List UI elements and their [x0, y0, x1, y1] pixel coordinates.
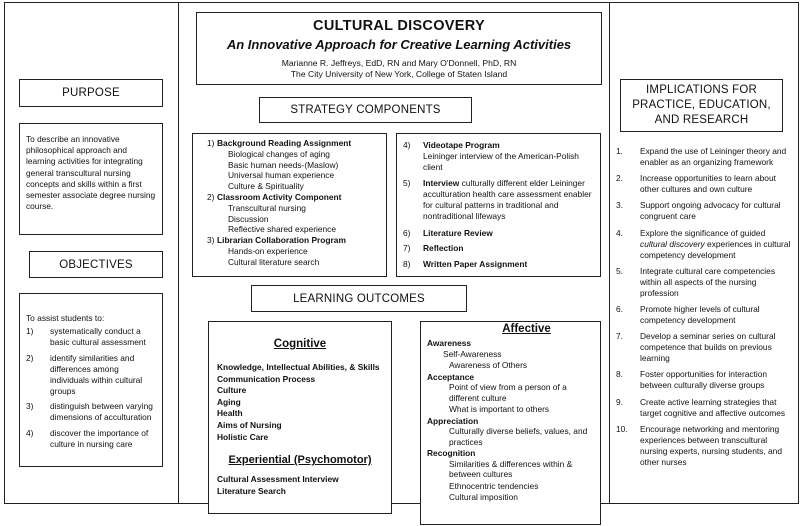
affective-item: Culturally diverse beliefs, values, and practices	[449, 426, 588, 447]
experiential-list	[217, 474, 391, 497]
cognitive-item: Health	[217, 408, 243, 419]
strategy-title: Librarian Collaboration Program	[217, 235, 346, 246]
strategy-heading: STRATEGY COMPONENTS	[259, 97, 472, 123]
strategy-num: 7)	[403, 243, 411, 254]
purpose-heading: PURPOSE	[19, 79, 163, 107]
strategy-num: 1)	[207, 138, 215, 148]
strategy-sub: Hands-on experience	[228, 245, 308, 256]
implication-item	[616, 331, 794, 364]
strategy-title: Videotape Program	[423, 140, 500, 150]
affective-item: Awareness of Others	[449, 360, 528, 370]
objective-item	[26, 428, 156, 450]
strategy-item-2	[207, 192, 382, 203]
strategy-title: Background Reading Assignment	[217, 138, 352, 148]
affective-item: Self-Awareness	[443, 348, 502, 359]
affective-item: Cultural imposition	[449, 492, 518, 502]
implication-num: 4.	[616, 227, 623, 238]
strategy-item-1	[207, 138, 382, 149]
implication-item	[616, 266, 794, 299]
objectives-intro: To assist students to:	[26, 313, 105, 323]
strategy-sub: Culture & Spirituality	[228, 181, 304, 192]
strategy-title: Classroom Activity Component	[217, 191, 342, 202]
implication-text-post: experiences in cultural competency development	[640, 238, 791, 260]
affective-group-title: Acceptance	[427, 371, 475, 382]
implication-item	[616, 369, 794, 391]
implication-text: Integrate cultural care competencies within all aspects of the nursing profession	[640, 265, 776, 298]
implication-num: 3.	[616, 200, 623, 211]
strategy-num: 6)	[403, 227, 411, 238]
objectives-list	[26, 326, 156, 450]
objectives-box	[19, 293, 163, 467]
implication-text: Foster opportunities for interaction between culturally diverse groups	[640, 369, 768, 391]
cognitive-item: Knowledge, Intellectual Abilities, & Skills	[217, 362, 380, 372]
strategy-sub: Basic human needs-(Maslow)	[228, 159, 339, 170]
strategy-item-4	[403, 140, 596, 151]
strategy-left-box	[192, 133, 387, 277]
implication-text: Support ongoing advocacy for cultural congruent care	[640, 200, 781, 222]
implication-item	[616, 173, 794, 195]
affective-item: What is important to others	[449, 404, 550, 414]
strategy-sub: Discussion	[228, 213, 269, 224]
implication-text: Create active learning strategies that target cognitive and affective outcomes	[640, 396, 786, 418]
cognitive-box	[208, 321, 392, 514]
implication-item	[616, 397, 794, 419]
objective-num: 3)	[26, 401, 34, 411]
implication-text: Promote higher levels of cultural competency development	[640, 303, 760, 325]
implication-item	[616, 304, 794, 326]
strategy-text: culturally different elder Leininger acculturation health care assessment enabler for cultural patterns in traditional and nontraditional lifeways	[423, 178, 592, 221]
cognitive-item: Aging	[217, 396, 241, 407]
implication-item	[616, 146, 794, 168]
strategy-num: 4)	[403, 140, 411, 150]
objective-item	[26, 353, 156, 397]
strategy-title: Interview	[423, 178, 460, 189]
affective-box	[420, 321, 601, 525]
implication-num: 6.	[616, 303, 623, 314]
implication-num: 8.	[616, 369, 623, 380]
objective-num: 1)	[26, 326, 34, 336]
implication-item	[616, 424, 794, 468]
implication-num: 5.	[616, 265, 623, 276]
strategy-num: 3)	[207, 235, 215, 246]
implication-text	[640, 228, 794, 261]
implication-text: Increase opportunities to learn about other cultures and own culture	[640, 173, 776, 195]
implication-num: 1.	[616, 146, 623, 156]
affective-list	[427, 338, 596, 503]
objective-item	[26, 326, 156, 348]
objective-text: identify similarities and differences among individuals within cultural groups	[50, 352, 143, 396]
objective-num: 2)	[26, 352, 34, 363]
strategy-sub: Transcultural nursing	[228, 202, 306, 213]
strategy-item-6	[403, 228, 596, 239]
strategy-sub: Reflective shared experience	[228, 224, 337, 235]
implications-heading-text: IMPLICATIONS FOR PRACTICE, EDUCATION, AND RESEARCH	[632, 84, 771, 126]
strategy-right-box	[396, 133, 601, 277]
implication-item	[616, 200, 794, 222]
strategy-item-8	[403, 259, 596, 270]
title-box	[196, 12, 602, 85]
strategy-sub: Universal human experience	[228, 170, 335, 181]
affective-group-title: Awareness	[427, 338, 472, 348]
implication-text: Expand the use of Leininger theory and enabler as an organizing framework	[640, 146, 787, 167]
affective-group-title: Appreciation	[427, 415, 479, 426]
cognitive-list	[217, 362, 391, 443]
affective-item: Similarities & differences within & between cultures	[449, 458, 573, 479]
cognitive-item: Communication Process	[217, 373, 316, 384]
purpose-text: To describe an innovative philosophical approach and learning activities for integrating general transcultural nursing concepts and skills within a first semester associate degree nursing course.	[26, 134, 156, 212]
experiential-item: Cultural Assessment Interview	[217, 474, 339, 485]
authors: Marianne R. Jeffreys, EdD, RN and Mary O'Donnell, PhD, RN	[281, 58, 517, 68]
outcomes-heading: LEARNING OUTCOMES	[251, 285, 467, 312]
strategy-title: Literature Review	[423, 227, 493, 238]
objectives-heading: OBJECTIVES	[29, 251, 163, 278]
objective-num: 4)	[26, 427, 34, 438]
implication-num: 10.	[616, 423, 628, 434]
implications-list	[616, 146, 794, 468]
implication-text-em: cultural discovery	[640, 238, 705, 249]
cognitive-heading: Cognitive	[273, 338, 327, 350]
affective-item: Ethnocentric tendencies	[449, 480, 539, 491]
strategy-sub: Leininger interview of the American-Polish client	[423, 150, 579, 172]
strategy-item-5	[403, 178, 596, 221]
objective-item	[26, 401, 156, 423]
affective-heading: Affective	[502, 323, 551, 335]
strategy-title: Written Paper Assignment	[423, 259, 528, 270]
purpose-box	[19, 123, 163, 235]
strategy-num: 5)	[403, 178, 411, 189]
implications-list-wrap	[616, 146, 794, 473]
implication-text: Develop a seminar series on cultural competence that builds on previous learning	[640, 331, 776, 364]
experiential-item: Literature Search	[217, 485, 286, 496]
poster-title: CULTURAL DISCOVERY	[313, 18, 485, 34]
strategy-num: 2)	[207, 191, 215, 202]
poster-subtitle: An Innovative Approach for Creative Learning Activities	[226, 37, 572, 52]
objective-text: discover the importance of culture in nursing care	[50, 427, 149, 449]
strategy-item-7	[403, 243, 596, 254]
implication-text-pre: Explore the significance of guided	[640, 227, 766, 238]
strategy-sub: Cultural literature search	[228, 256, 320, 267]
objective-text: distinguish between varying dimensions of acculturation	[50, 401, 153, 422]
implication-item	[616, 228, 794, 261]
affiliation: The City University of New York, College of Staten Island	[290, 69, 508, 79]
objective-text: systematically conduct a basic cultural assessment	[50, 326, 146, 347]
strategy-sub: Biological changes of aging	[228, 148, 330, 159]
implication-num: 9.	[616, 396, 623, 407]
strategy-num: 8)	[403, 259, 411, 270]
affective-group-title: Recognition	[427, 448, 476, 458]
implication-text: Encourage networking and mentoring experiences between transcultural nursing experts, nursing students, and other nurses	[640, 423, 782, 467]
experiential-heading: Experiential (Psychomotor)	[228, 454, 372, 467]
affective-item: Point of view from a person of a different culture	[449, 382, 567, 403]
implication-num: 7.	[616, 331, 623, 342]
cognitive-item: Aims of Nursing	[217, 419, 282, 430]
cognitive-item: Holistic Care	[217, 431, 269, 442]
implications-heading	[620, 79, 783, 132]
strategy-item-3	[207, 235, 382, 246]
cognitive-item: Culture	[217, 385, 247, 396]
strategy-title: Reflection	[423, 243, 464, 254]
implication-num: 2.	[616, 173, 623, 184]
